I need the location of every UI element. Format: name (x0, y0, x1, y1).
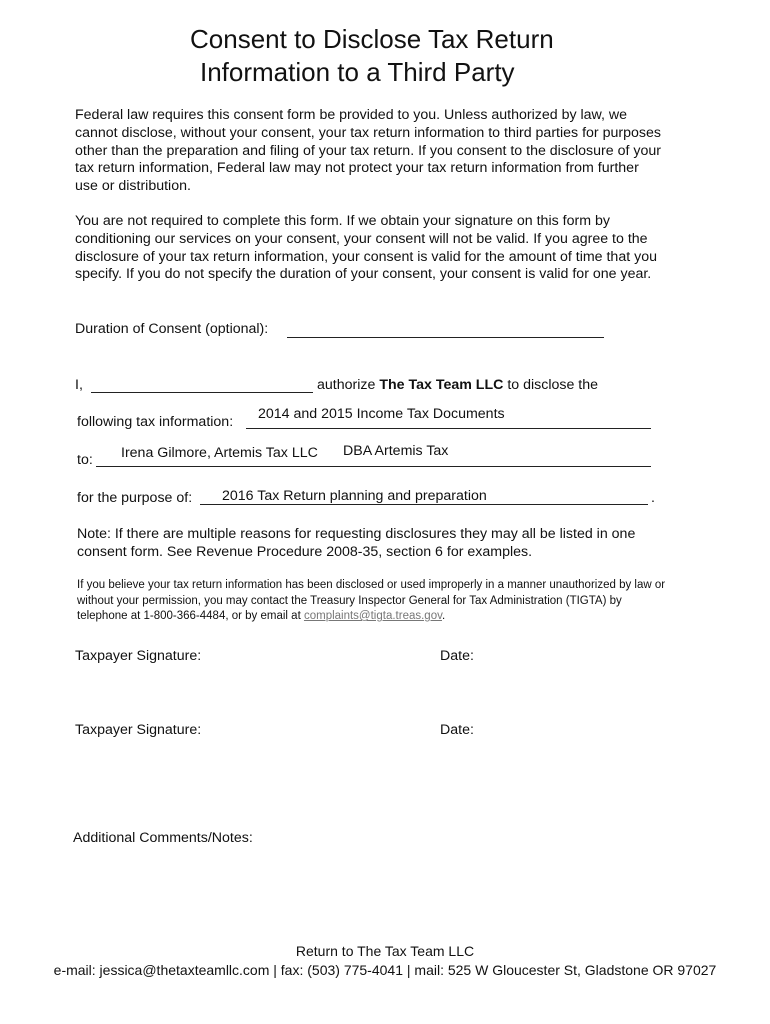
company-name: The Tax Team LLC (379, 377, 504, 393)
auth-prefix: I, (75, 377, 83, 393)
recipient-label: to: (77, 452, 93, 468)
duration-field[interactable] (287, 337, 604, 338)
taxpayer-signature-label-2: Taxpayer Signature: (75, 722, 202, 738)
purpose-label: for the purpose of: (77, 490, 193, 506)
duration-label: Duration of Consent (optional): (75, 321, 269, 337)
purpose-value[interactable]: 2016 Tax Return planning and preparation (222, 488, 487, 504)
date-label-1: Date: (440, 648, 474, 664)
note-paragraph: Note: If there are multiple reasons for requesting disclosures they may all be listed in one consent form. See Revenue Procedure 2008-35, section 6 for examples. (77, 526, 636, 560)
recipient-dba-value[interactable]: DBA Artemis Tax (343, 443, 449, 459)
tigta-paragraph (77, 578, 672, 625)
title-line-2: Information to a Third Party (200, 57, 515, 87)
title-line-1: Consent to Disclose Tax Return (190, 24, 554, 54)
purpose-field-line (200, 504, 648, 505)
auth-middle: authorize (317, 377, 376, 393)
tax-info-field-line (246, 428, 651, 429)
taxpayer-signature-label-1: Taxpayer Signature: (75, 648, 202, 664)
tax-info-value[interactable]: 2014 and 2015 Income Tax Documents (258, 406, 505, 422)
auth-sentence (317, 377, 598, 393)
intro-paragraph: Federal law requires this consent form be provided to you. Unless authorized by law, we cannot disclose, without your consent, your tax return information to third parties for purposes other than the preparation and filing of your tax return. If you consent to the disclosure of your tax return information, Federal law may not protect your tax return information from further use or distribution. (75, 107, 661, 195)
tigta-end: . (442, 610, 446, 622)
footer-return-line: Return to The Tax Team LLC (295, 943, 475, 959)
tigta-text: If you believe your tax return information has been disclosed or used improperly in a manner unauthorized by law or without your permission, you may contact the Treasury Inspector General for Tax Administration (TIGTA) by telephone at 1-800-366-4484, or by email at (77, 579, 666, 622)
consent-paragraph: You are not required to complete this form. If we obtain your signature on this form by conditioning our services on your consent, your consent will not be valid. If you agree to the disclosure of your tax return information, your consent is valid for the amount of time that you specify. If you do not specify the duration of your consent, your consent is valid for one year. (75, 213, 657, 283)
recipient-value[interactable]: Irena Gilmore, Artemis Tax LLC (121, 445, 318, 461)
tax-info-label: following tax information: (77, 414, 234, 430)
recipient-field-line (96, 466, 651, 467)
purpose-period: . (651, 490, 655, 506)
taxpayer-name-field[interactable] (91, 392, 313, 393)
tigta-email-link[interactable]: complaints@tigta.treas.gov (303, 610, 442, 622)
comments-label: Additional Comments/Notes: (73, 830, 253, 846)
auth-suffix: to disclose the (507, 377, 599, 393)
date-label-2: Date: (440, 722, 474, 738)
footer-contact-line: e-mail: jessica@thetaxteamllc.com | fax: (503) 775-4041 | mail: 525 W Gloucester St, Gladstone OR 97027 (53, 962, 717, 978)
